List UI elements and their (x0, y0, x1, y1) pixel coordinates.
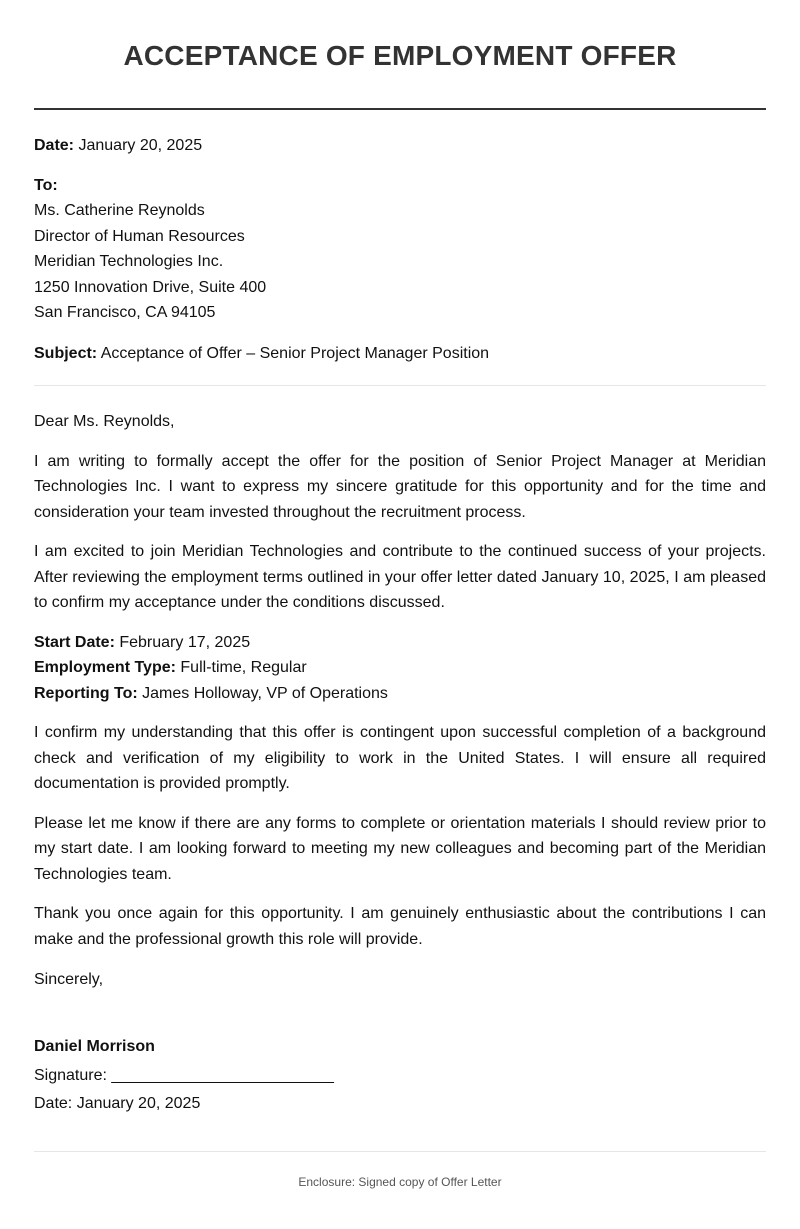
body-paragraph: Please let me know if there are any forms to complete or orientation materials I should review prior to my start date. I am looking forward to meeting my new colleagues and becoming part of the Meridian Technologies team. (34, 814, 766, 883)
detail-start-date (34, 630, 766, 656)
closing: Sincerely, (34, 971, 104, 988)
detail-label: Reporting To: (34, 684, 138, 702)
detail-employment-type (34, 655, 766, 681)
body-paragraph: I am excited to join Meridian Technologies and contribute to the continued success of your projects. After reviewing the employment terms outlined in your offer letter dated January 10, 2025, I am pleased to confirm my acceptance under the conditions discussed. (34, 543, 766, 611)
body-paragraph: I am writing to formally accept the offer for the position of Senior Project Manager at Meridian Technologies Inc. I want to express my sincere gratitude for this opportunity and for the time and consideration your team invested throughout the recruitment process. (34, 452, 766, 521)
recipient-street: 1250 Innovation Drive, Suite 400 (34, 278, 267, 296)
enclosure-note: Enclosure: Signed copy of Offer Letter (298, 1175, 502, 1189)
signer-name: Daniel Morrison (34, 1037, 155, 1055)
recipient-company: Meridian Technologies Inc. (34, 253, 224, 270)
title-divider (34, 108, 766, 110)
detail-label: Start Date: (34, 633, 115, 651)
detail-value: Full-time, Regular (180, 659, 307, 676)
recipient-block (34, 173, 766, 326)
date-value: January 20, 2025 (78, 137, 203, 154)
body-paragraph: I confirm my understanding that this offer is contingent upon successful completion of a background check and verification of my eligibility to work in the United States. I will ensure all required documentation is provided promptly. (34, 724, 766, 792)
signature-line: Signature: _________________________ (34, 1067, 334, 1084)
letter-title: ACCEPTANCE OF EMPLOYMENT OFFER (123, 40, 677, 71)
detail-value: February 17, 2025 (119, 633, 251, 651)
subject-line (34, 341, 766, 367)
body-paragraph: Thank you once again for this opportunity. I am genuinely enthusiastic about the contributions I can make and the professional growth this role will provide. (34, 905, 766, 948)
subject-label: Subject: (34, 344, 98, 362)
detail-reporting-to (34, 681, 766, 707)
subject-value: Acceptance of Offer – Senior Project Manager Position (100, 344, 490, 362)
signed-date: Date: January 20, 2025 (34, 1094, 201, 1112)
footer-divider (34, 1151, 766, 1152)
recipient-name: Ms. Catherine Reynolds (34, 202, 205, 219)
detail-value: James Holloway, VP of Operations (142, 684, 388, 702)
date-line (34, 133, 766, 159)
recipient-label: To: (34, 176, 58, 194)
employment-details (34, 630, 766, 707)
detail-label: Employment Type: (34, 659, 176, 676)
date-label: Date: (34, 137, 75, 154)
salutation: Dear Ms. Reynolds, (34, 413, 175, 430)
recipient-title: Director of Human Resources (34, 227, 245, 245)
header-divider (34, 385, 766, 386)
recipient-city: San Francisco, CA 94105 (34, 304, 216, 321)
